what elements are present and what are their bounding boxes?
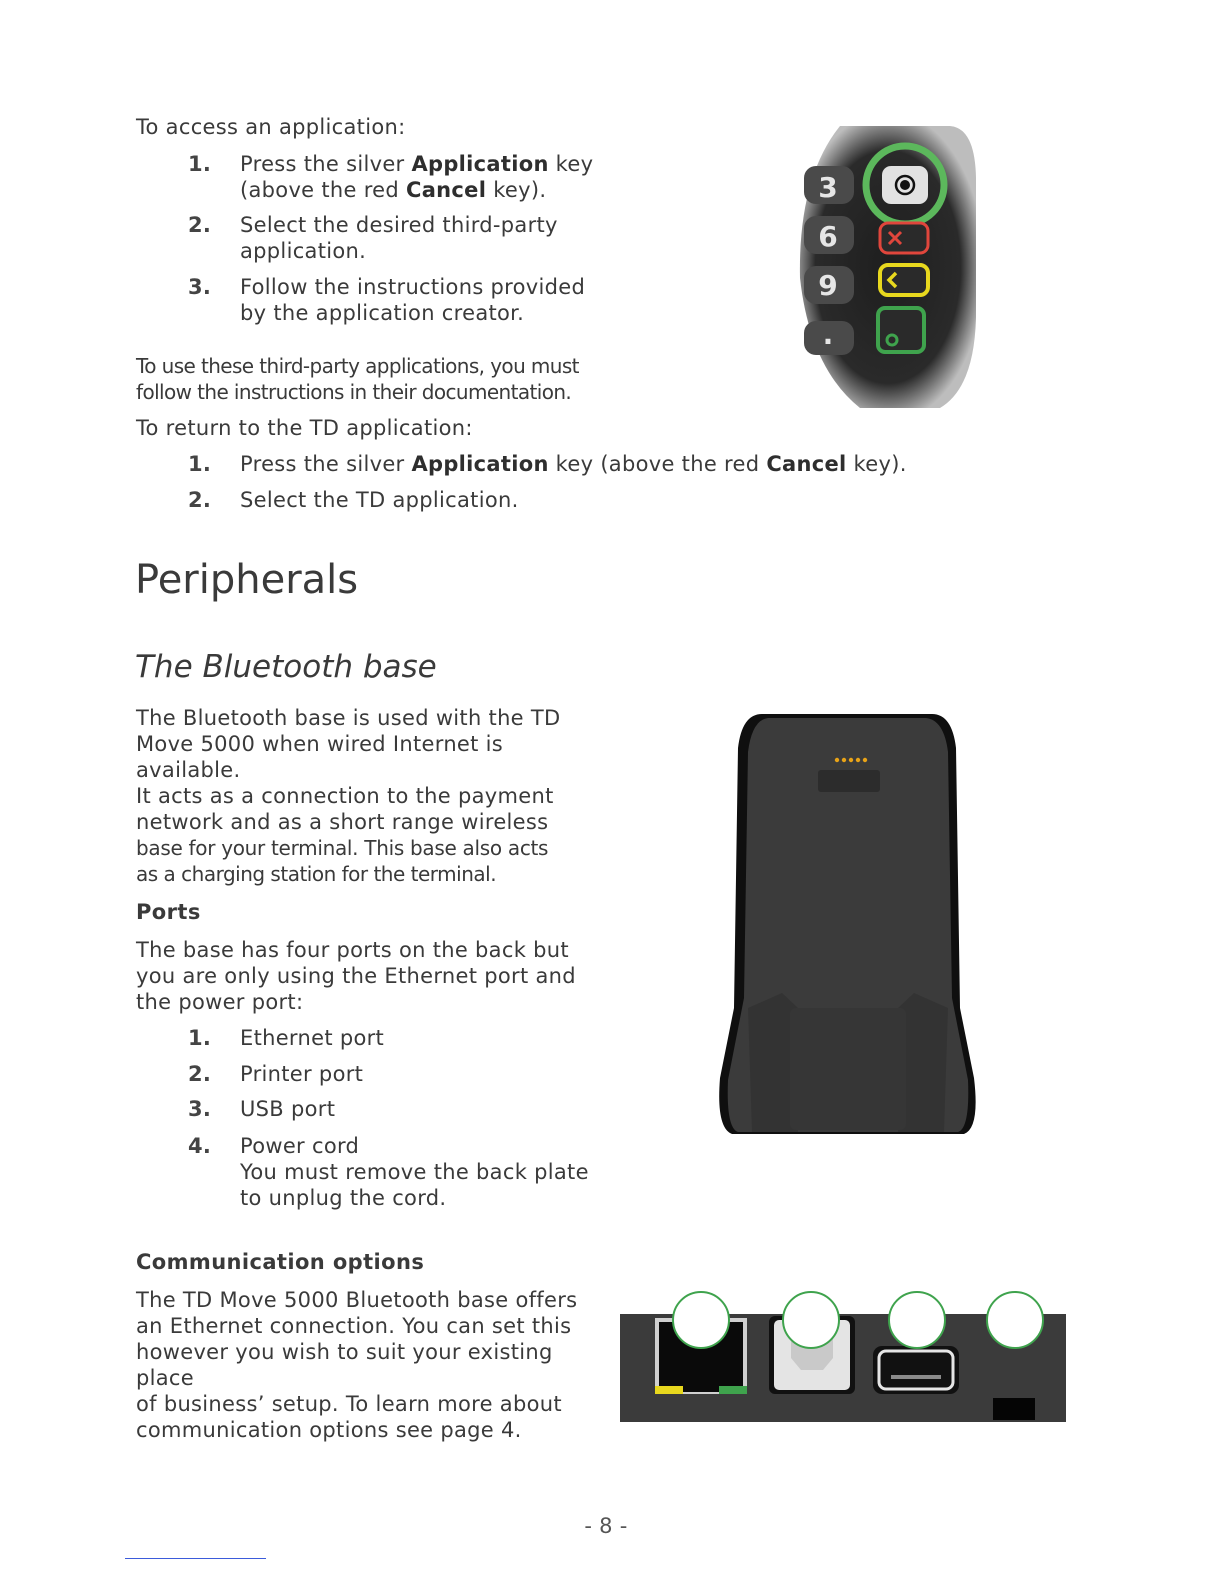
cancel-key bbox=[880, 223, 928, 253]
keypad-illustration bbox=[790, 118, 990, 418]
step-number: 2. bbox=[188, 213, 212, 237]
cancel-key-label: Cancel bbox=[406, 178, 487, 202]
callout-1 bbox=[673, 1292, 729, 1348]
base-ports-illustration bbox=[619, 1288, 1067, 1424]
digit-6: 6 bbox=[818, 220, 838, 253]
bluetooth-base-description: The Bluetooth base is used with the TD Move 5000 when wired Internet is available. It acts as a connection to the payment network and as a short range wireless base for your terminal. This base also acts as a charging station for the terminal. bbox=[136, 706, 561, 886]
port-number: 3. bbox=[188, 1097, 212, 1121]
digit-dot: . bbox=[822, 318, 834, 351]
callout-3 bbox=[889, 1292, 945, 1348]
bluetooth-base-subheading: The Bluetooth base bbox=[135, 649, 437, 685]
step-number: 3. bbox=[188, 275, 212, 299]
usb-port bbox=[873, 1346, 959, 1394]
callout-4 bbox=[987, 1292, 1043, 1348]
third-party-note: To use these third-party applications, you must follow the instructions in their documentation. bbox=[136, 354, 579, 404]
step-number: 1. bbox=[188, 452, 212, 476]
application-key-label: Application bbox=[411, 452, 549, 476]
charging-contacts bbox=[818, 770, 880, 792]
ports-heading: Ports bbox=[136, 900, 201, 924]
page-number: - 8 - bbox=[584, 1514, 628, 1538]
port-number: 4. bbox=[188, 1134, 212, 1158]
communication-heading: Communication options bbox=[136, 1250, 425, 1274]
callout-2 bbox=[783, 1292, 839, 1348]
peripherals-heading: Peripherals bbox=[135, 557, 359, 603]
bluetooth-base-illustration bbox=[712, 708, 984, 1142]
digit-9: 9 bbox=[818, 269, 838, 302]
application-key-label: Application bbox=[411, 152, 549, 176]
port-number: 2. bbox=[188, 1062, 212, 1086]
digit-3: 3 bbox=[818, 171, 838, 204]
footer-rule bbox=[125, 1558, 266, 1559]
enter-key bbox=[878, 308, 924, 352]
step-number: 1. bbox=[188, 152, 212, 176]
port-number: 1. bbox=[188, 1026, 212, 1050]
access-intro: To access an application: bbox=[136, 115, 406, 139]
return-intro: To return to the TD application: bbox=[136, 416, 473, 440]
power-port bbox=[993, 1398, 1035, 1420]
ports-intro: The base has four ports on the back but you are only using the Ethernet port and the power port: bbox=[136, 938, 576, 1014]
cancel-key-label: Cancel bbox=[766, 452, 847, 476]
communication-text: The TD Move 5000 Bluetooth base offers an Ethernet connection. You can set this however you wish to suit your existing place of business’ setup. To learn more about communication options see page 4. bbox=[136, 1288, 578, 1442]
step-number: 2. bbox=[188, 488, 212, 512]
